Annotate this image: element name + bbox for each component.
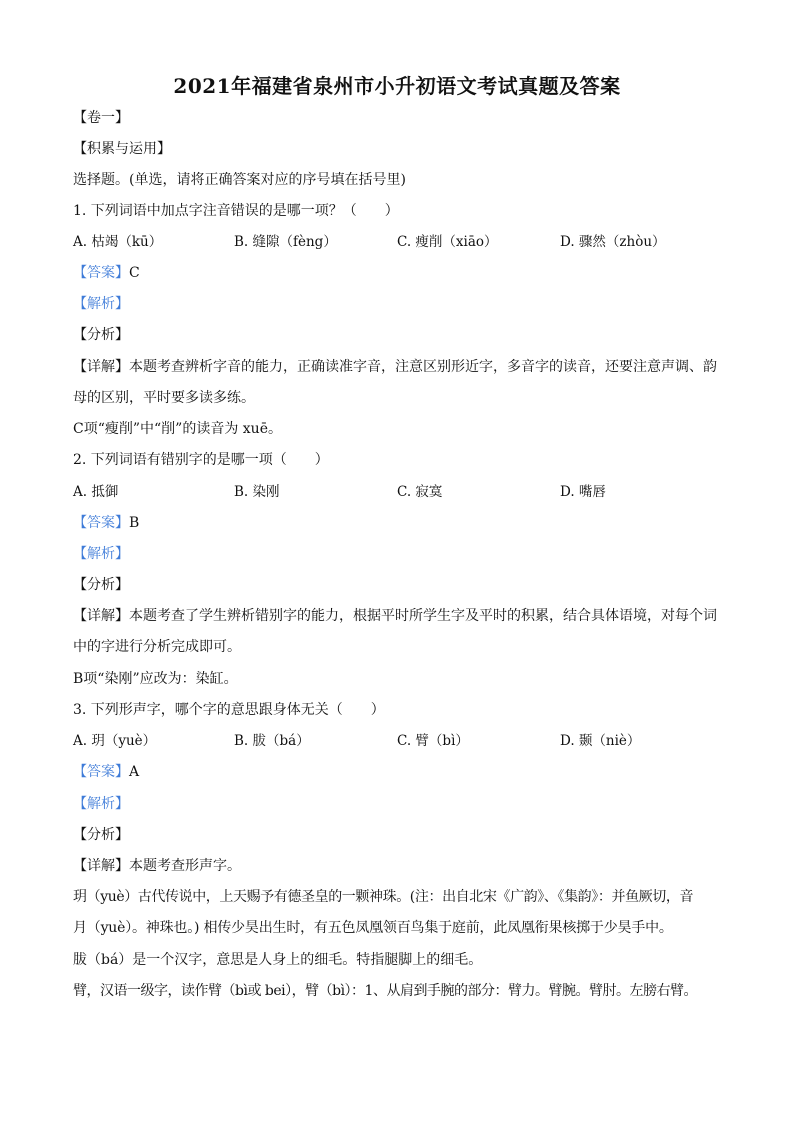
q1-fenxi: 【分析】 [73, 327, 129, 343]
q1-detail-line-1 [73, 357, 717, 377]
answer-value: B [129, 515, 140, 531]
q2-jiexi: 【解析】 [73, 546, 129, 562]
q2-stem: 2. 下列词语有错别字的是哪一项（ ） [73, 452, 329, 468]
q2-option-c: C. 寂寞 [397, 484, 443, 500]
q3-detail-line-1 [73, 856, 241, 876]
detail-text: 本题考查辨析字音的能力，正确读准字音，注意区别形近字，多音字的读音，还要注意声调、韵 [129, 359, 717, 375]
q1-option-d: D. 骤然（zhòu） [560, 234, 666, 250]
q2-option-b: B. 染刚 [234, 484, 280, 500]
page-title: 2021年福建省泉州市小升初语文考试真题及答案 [173, 74, 621, 98]
q1-option-c: C. 瘦削（xiāo） [397, 234, 498, 250]
q2-detail-line-2: 中的字进行分析完成即可。 [73, 639, 241, 655]
q2-option-d: D. 嘴唇 [560, 484, 606, 500]
q3-fenxi: 【分析】 [73, 827, 129, 843]
q3-option-c: C. 臂（bì） [397, 733, 469, 749]
q3-detail-line-3: 月（yuè）。神珠也。) 相传少昊出生时，有五色凤凰领百鸟集于庭前，此凤凰衔果核掷于少昊手中。 [73, 920, 673, 936]
q1-detail-line-3: C项“瘦削”中“削”的读音为 xuē。 [73, 421, 282, 437]
q2-answer [73, 513, 139, 533]
q3-stem: 3. 下列形声字，哪个字的意思跟身体无关（ ） [73, 702, 385, 718]
q1-detail-line-2: 母的区别，平时要多读多练。 [73, 390, 255, 406]
q1-option-b: B. 缝隙（fèng） [234, 234, 337, 250]
section-heading-juan: 【卷一】 [73, 110, 129, 126]
q3-detail-line-2: 玥（yuè）古代传说中，上天赐予有德圣皇的一颗神珠。(注：出自北宋《广韵》、《集韵》：并鱼厥切，音 [73, 889, 694, 905]
q3-option-a: A. 玥（yuè） [73, 733, 157, 749]
q3-jiexi: 【解析】 [73, 796, 129, 812]
q3-option-d: D. 颞（niè） [560, 733, 641, 749]
q1-jiexi: 【解析】 [73, 296, 129, 312]
answer-value: C [129, 265, 140, 281]
answer-value: A [129, 764, 140, 780]
detail-tag: 【详解】 [73, 858, 129, 874]
answer-tag: 【答案】 [73, 265, 129, 281]
q2-option-a: A. 抵御 [73, 484, 119, 500]
q3-option-b: B. 胈（bá） [234, 733, 310, 749]
instruction-text: 选择题。(单选，请将正确答案对应的序号填在括号里) [73, 172, 406, 188]
q1-stem: 1. 下列词语中加点字注音错误的是哪一项？（ ） [73, 203, 399, 219]
q3-answer [73, 762, 139, 782]
q3-detail-line-4: 胈（bá）是一个汉字，意思是人身上的细毛。特指腿脚上的细毛。 [73, 952, 483, 968]
q2-detail-line-3: B项“染刚”应改为：染缸。 [73, 671, 238, 687]
q2-detail-line-1 [73, 606, 717, 626]
section-heading-jilei: 【积累与运用】 [73, 141, 171, 157]
answer-tag: 【答案】 [73, 515, 129, 531]
detail-text: 本题考查了学生辨析错别字的能力，根据平时所学生字及平时的积累，结合具体语境，对每个词 [129, 608, 717, 624]
q2-fenxi: 【分析】 [73, 577, 129, 593]
detail-tag: 【详解】 [73, 608, 129, 624]
detail-tag: 【详解】 [73, 359, 129, 375]
q1-option-a: A. 枯竭（kū） [73, 234, 163, 250]
answer-tag: 【答案】 [73, 764, 129, 780]
q1-answer [73, 263, 140, 283]
detail-text: 本题考查形声字。 [129, 858, 241, 874]
q3-detail-line-5: 臂，汉语一级字，读作臂（bì或 bei），臂（bì）：1、从肩到手腕的部分：臂力。臂腕。臂肘。左膀右臂。 [73, 983, 697, 999]
